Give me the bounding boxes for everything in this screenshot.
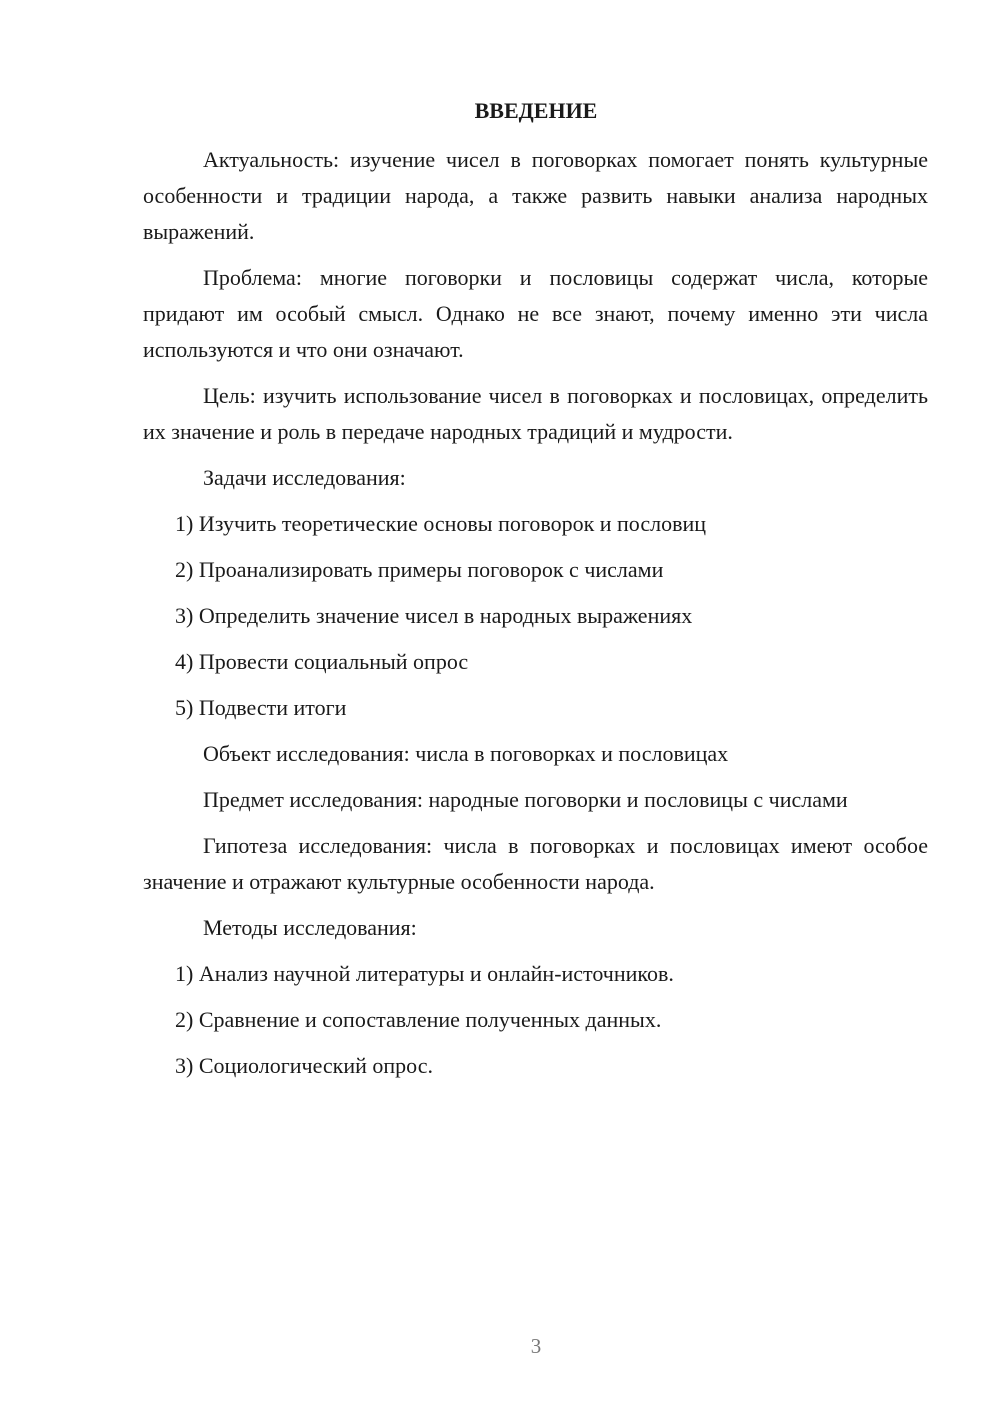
methods-heading: Методы исследования:: [203, 915, 417, 940]
list-item-task: 5) Подвести итоги: [175, 695, 347, 720]
list-item-task: 2) Проанализировать примеры поговорок с числами: [175, 557, 664, 582]
list-item-method: 1) Анализ научной литературы и онлайн-источников.: [175, 961, 674, 986]
list-item-task: 4) Провести социальный опрос: [175, 649, 469, 674]
list-item-method: 3) Социологический опрос.: [175, 1053, 433, 1078]
page-number: 3: [530, 1334, 542, 1358]
paragraph-hypothesis: Гипотеза исследования: числа в поговорках и пословицах имеют особое значение и отражают культурные особенности народа.: [143, 833, 928, 894]
list-item-task: 3) Определить значение чисел в народных выражениях: [175, 603, 693, 628]
paragraph-goal: Цель: изучить использование чисел в поговорках и пословицах, определить их значение и роль в передаче народных традиций и мудрости.: [143, 383, 928, 444]
tasks-heading: Задачи исследования:: [203, 465, 406, 490]
body-text: [143, 142, 928, 1094]
paragraph-subject: Предмет исследования: народные поговорки и пословицы с числами: [203, 787, 848, 812]
paragraph-relevance: Актуальность: изучение чисел в поговорках помогает понять культурные особенности и традиции народа, а также развить навыки анализа народных выражений.: [143, 147, 928, 244]
paragraph-problem: Проблема: многие поговорки и пословицы содержат числа, которые придают им особый смысл. Однако не все знают, почему именно эти числа используются и что они означают.: [143, 265, 928, 362]
list-item-task: 1) Изучить теоретические основы поговорок и пословиц: [175, 511, 707, 536]
list-item-method: 2) Сравнение и сопоставление полученных данных.: [175, 1007, 662, 1032]
paragraph-object: Объект исследования: числа в поговорках и пословицах: [203, 741, 729, 766]
page-title: ВВЕДЕНИЕ: [474, 98, 598, 123]
